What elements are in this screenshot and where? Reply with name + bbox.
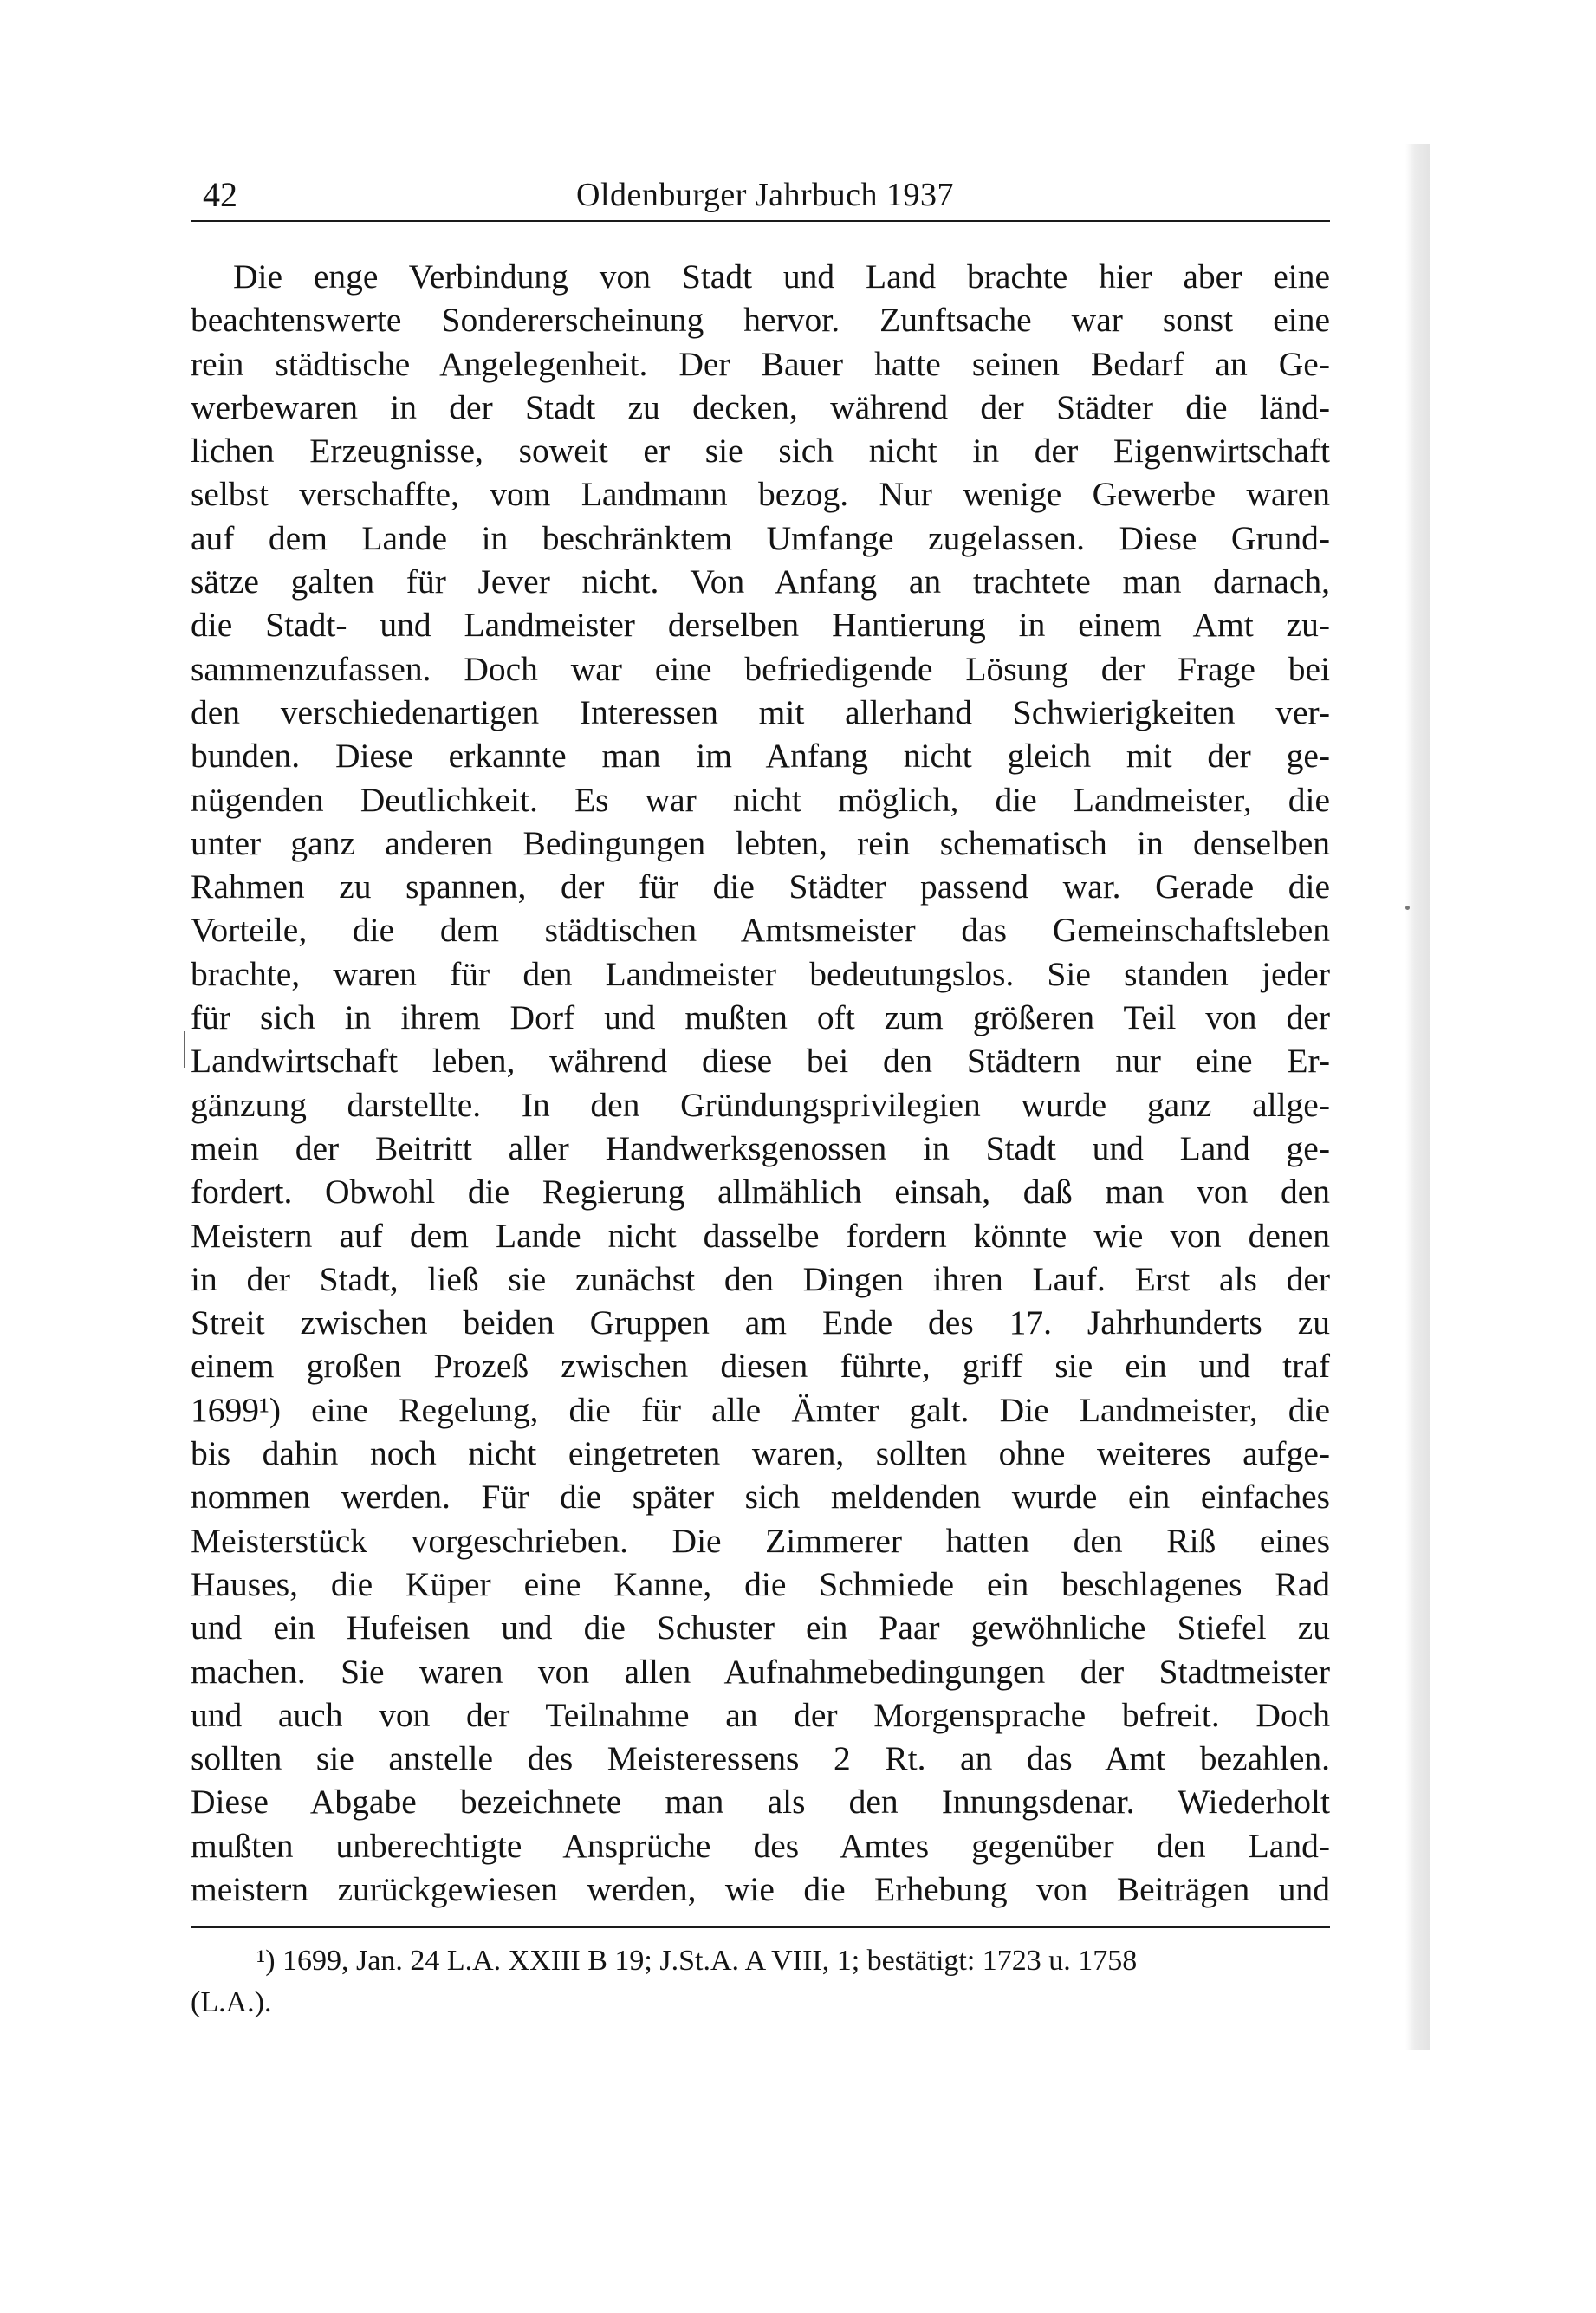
text-line: nügenden Deutlichkeit. Es war nicht möglich, die Landmeister, die xyxy=(191,780,1330,819)
text-line: auf dem Lande in beschränktem Umfange zugelassen. Diese Grund- xyxy=(191,518,1330,557)
text-line: in der Stadt, ließ sie zunächst den Dingen ihren Lauf. Erst als der xyxy=(191,1259,1330,1298)
text-line: bunden. Diese erkannte man im Anfang nicht gleich mit der ge- xyxy=(191,737,1330,776)
text-line: und ein Hufeisen und die Schuster ein Paar gewöhnliche Stiefel zu xyxy=(191,1608,1330,1647)
text-line: die Stadt- und Landmeister derselben Hantierung in einem Amt zu- xyxy=(191,606,1330,645)
text-line: und auch von der Teilnahme an der Morgensprache befreit. Doch xyxy=(191,1695,1330,1734)
text-line: Rahmen zu spannen, der für die Städter passend war. Gerade die xyxy=(191,867,1330,906)
text-line: beachtenswerte Sondererscheinung hervor. Zunftsache war sonst eine xyxy=(191,301,1330,340)
page-number: 42 xyxy=(203,175,237,214)
text-line: mein der Beitritt aller Handwerksgenossen in Stadt und Land ge- xyxy=(191,1128,1330,1167)
text-line: Hauses, die Küper eine Kanne, die Schmiede ein beschlagenes Rad xyxy=(191,1564,1330,1603)
text-line: Meisterstück vorgeschrieben. Die Zimmerer hatten den Riß eines xyxy=(191,1521,1330,1560)
text-line: Die enge Verbindung von Stadt und Land brachte hier aber eine xyxy=(233,257,1330,296)
text-line: sammenzufassen. Doch war eine befriedigende Lösung der Frage bei xyxy=(191,649,1330,688)
text-line: 1699¹) eine Regelung, die für alle Ämter galt. Die Landmeister, die xyxy=(191,1390,1330,1429)
margin-dot xyxy=(1405,906,1410,910)
page-edge-shadow xyxy=(1405,144,1430,2050)
footnote-line: ¹) 1699, Jan. 24 L.A. XXIII B 19; J.St.A. A VIII, 1; bestätigt: 1723 u. 1758 xyxy=(256,1945,1138,1978)
book-page xyxy=(191,165,1330,2024)
text-line: sollten sie anstelle des Meisteressens 2 Rt. an das Amt bezahlen. xyxy=(191,1739,1330,1778)
text-line: bis dahin noch nicht eingetreten waren, sollten ohne weiteres aufge- xyxy=(191,1434,1330,1473)
text-line: Streit zwischen beiden Gruppen am Ende des 17. Jahrhunderts zu xyxy=(191,1303,1330,1342)
margin-mark xyxy=(184,1031,185,1068)
text-line: Diese Abgabe bezeichnete man als den Innungsdenar. Wiederholt xyxy=(191,1783,1330,1822)
running-title: Oldenburger Jahrbuch 1937 xyxy=(576,177,955,213)
text-line: lichen Erzeugnisse, soweit er sie sich nicht in der Eigenwirtschaft xyxy=(191,432,1330,471)
body-text xyxy=(191,255,1330,1911)
page-header xyxy=(191,165,1330,218)
text-line: machen. Sie waren von allen Aufnahmebedingungen der Stadtmeister xyxy=(191,1652,1330,1691)
text-line: gänzung darstellte. In den Gründungsprivilegien wurde ganz allge- xyxy=(191,1085,1330,1124)
footnote-rule xyxy=(191,1926,1330,1928)
text-line: rein städtische Angelegenheit. Der Bauer hatte seinen Bedarf an Ge- xyxy=(191,344,1330,383)
text-line: Landwirtschaft leben, während diese bei den Städtern nur eine Er- xyxy=(191,1042,1330,1081)
text-line: den verschiedenartigen Interessen mit allerhand Schwierigkeiten ver- xyxy=(191,692,1330,731)
text-line: sätze galten für Jever nicht. Von Anfang an trachtete man darnach, xyxy=(191,562,1330,601)
text-line: unter ganz anderen Bedingungen lebten, rein schematisch in denselben xyxy=(191,823,1330,862)
text-line: fordert. Obwohl die Regierung allmählich einsah, daß man von den xyxy=(191,1173,1330,1212)
text-line: mußten unberechtigte Ansprüche des Amtes gegenüber den Land- xyxy=(191,1826,1330,1865)
text-line: nommen werden. Für die später sich meldenden wurde ein einfaches xyxy=(191,1478,1330,1517)
text-line: werbewaren in der Stadt zu decken, während der Städter die länd- xyxy=(191,387,1330,426)
text-line: brachte, waren für den Landmeister bedeutungslos. Sie standen jeder xyxy=(191,954,1330,993)
footnote-line: (L.A.). xyxy=(191,1986,272,2019)
text-line: selbst verschaffte, vom Landmann bezog. Nur wenige Gewerbe waren xyxy=(191,475,1330,514)
footnote xyxy=(191,1940,1330,2024)
text-line: für sich in ihrem Dorf und mußten oft zum größeren Teil von der xyxy=(191,998,1330,1037)
text-line: einem großen Prozeß zwischen diesen führte, griff sie ein und traf xyxy=(191,1347,1330,1386)
text-line: Meistern auf dem Lande nicht dasselbe fordern könnte wie von denen xyxy=(191,1216,1330,1255)
text-line: Vorteile, die dem städtischen Amtsmeister das Gemeinschaftsleben xyxy=(191,911,1330,950)
text-line: meistern zurückgewiesen werden, wie die Erhebung von Beiträgen und xyxy=(191,1869,1330,1908)
